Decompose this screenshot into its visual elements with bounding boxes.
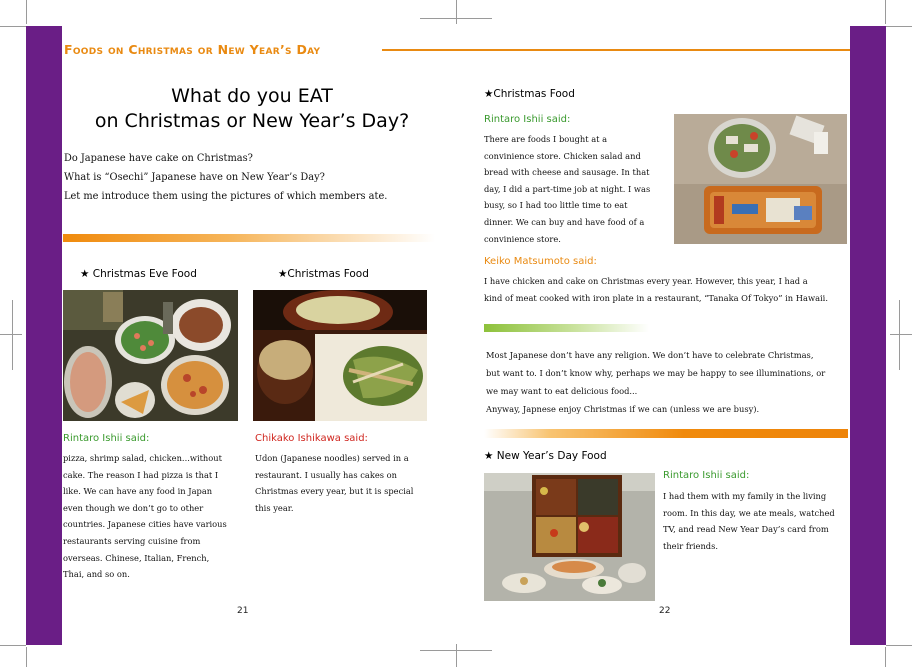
col2-speaker: Chikako Ishikawa said: [255, 433, 368, 444]
udon-photo [253, 290, 427, 421]
text-line: Udon (Japanese noodles) served in a [255, 453, 409, 463]
green-divider [484, 324, 649, 332]
crop-mark [456, 644, 457, 667]
col1-text [63, 450, 248, 583]
text-line: Thai, and so on. [63, 569, 130, 580]
crop-mark [0, 26, 26, 27]
osechi-photo [484, 473, 655, 601]
religion-note [486, 346, 848, 418]
intro-text [64, 149, 444, 206]
left-purple-band [26, 26, 62, 645]
text-line: this year. [255, 502, 294, 513]
header-title: Foods on Christmas or New Year’s Day [64, 42, 321, 57]
text-line: TV, and read New Year Day’s card from [663, 524, 829, 535]
right-speaker-1: Rintaro Ishii said: [484, 114, 571, 125]
text-line: we may want to eat delicious food... [486, 386, 638, 396]
crop-mark [0, 334, 22, 335]
crop-mark [886, 26, 912, 27]
text-line: day, I did a part-time job at night. I was [484, 183, 651, 194]
text-line: I had them with my family in the living [663, 491, 827, 501]
text-line: convinience store. Chicken salad and [484, 150, 641, 161]
crop-mark [890, 334, 912, 335]
text-line: pizza, shrimp salad, chicken...without [63, 453, 222, 463]
text-line: but want to. I don’t know why, perhaps we may be happy to see illuminations, or [486, 368, 826, 378]
convenience-store-food-photo [674, 114, 847, 244]
new-year-text [663, 488, 850, 554]
crop-mark [12, 300, 13, 370]
text-line: kind of meat cooked with iron plate in a restaurant, “Tanaka Of Tokyo” in Hawaii. [484, 292, 828, 303]
intro-line: Let me introduce them using the pictures of which members ate. [64, 191, 388, 202]
text-line: Anyway, Japnese enjoy Christmas if we can (unless we are busy). [486, 404, 760, 414]
text-line: I have chicken and cake on Christmas every year. However, this year, I had a [484, 276, 808, 286]
intro-line: What is “Osechi” Japanese have on New Year’s Day? [64, 172, 325, 183]
title-line-1: What do you EAT [171, 85, 333, 107]
page-number-left: 21 [237, 606, 249, 616]
right-purple-band [850, 26, 886, 645]
new-year-heading: ★ New Year’s Day Food [484, 450, 607, 462]
text-line: even though we don’t go to other [63, 502, 204, 513]
title-line-2: on Christmas or New Year’s Day? [94, 110, 410, 132]
text-line: convinience store. [484, 233, 561, 244]
text-line: their friends. [663, 540, 718, 551]
orange-bar [484, 429, 848, 438]
crop-mark [886, 645, 912, 646]
right-text-2 [484, 273, 850, 306]
right-text-1 [484, 131, 669, 247]
text-line: like. We can have any food in Japan [63, 486, 213, 497]
intro-line: Do Japanese have cake on Christmas? [64, 153, 253, 164]
orange-divider [63, 234, 435, 242]
text-line: room. In this day, we ate meals, watched [663, 507, 835, 518]
text-line: There are foods I bought at a [484, 134, 608, 144]
header-rule [382, 49, 850, 51]
text-line: Most Japanese don’t have any religion. We don’t have to celebrate Christmas, [486, 350, 814, 360]
christmas-food-heading: ★Christmas Food [278, 268, 369, 280]
col1-speaker: Rintaro Ishii said: [63, 433, 150, 444]
text-line: bread with cheese and sausage. In that [484, 167, 650, 178]
crop-mark [456, 0, 457, 24]
new-year-speaker: Rintaro Ishii said: [663, 470, 750, 481]
text-line: overseas. Chinese, Italian, French, [63, 552, 210, 563]
crop-mark [26, 647, 27, 667]
right-speaker-2: Keiko Matsumoto said: [484, 256, 597, 267]
text-line: Christmas every year, but it is special [255, 486, 414, 497]
text-line: busy, so I had too little time to eat [484, 200, 628, 211]
crop-mark [885, 0, 886, 24]
text-line: countries. Japanese cities have various [63, 519, 227, 530]
page-title [62, 84, 442, 134]
crop-mark [0, 645, 26, 646]
col2-text [255, 450, 435, 516]
right-christmas-heading: ★Christmas Food [484, 88, 575, 100]
crop-mark [26, 0, 27, 24]
christmas-eve-food-photo [63, 290, 238, 421]
christmas-eve-heading: ★ Christmas Eve Food [80, 268, 197, 280]
text-line: restaurant. I usually has cakes on [255, 469, 398, 480]
crop-mark [885, 647, 886, 667]
text-line: restaurants serving cuisine from [63, 535, 201, 546]
crop-mark [899, 300, 900, 370]
text-line: cake. The reason I had pizza is that I [63, 469, 219, 480]
page-number-right: 22 [659, 606, 671, 616]
text-line: dinner. We can buy and have food of a [484, 216, 645, 227]
